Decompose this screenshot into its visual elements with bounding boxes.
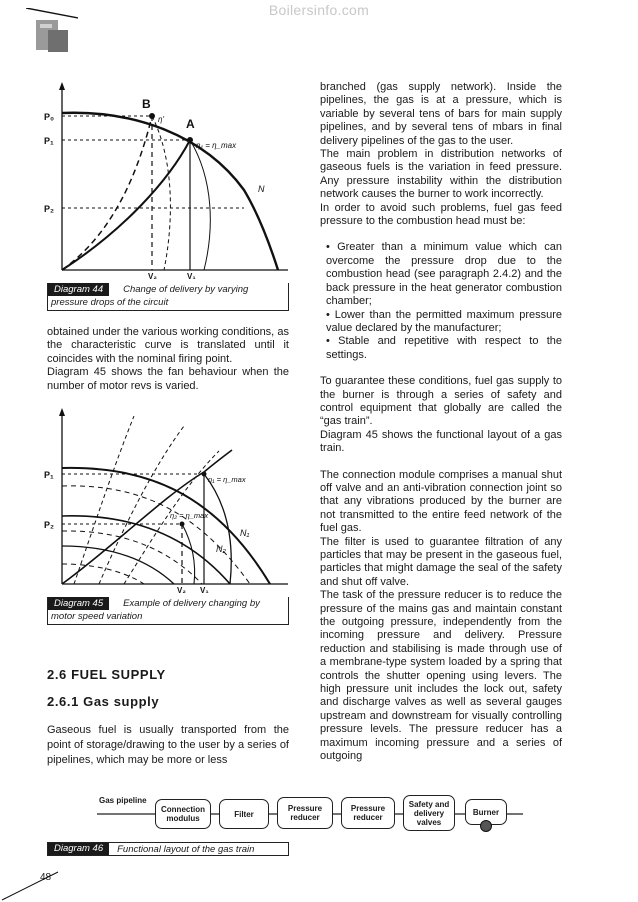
pressure-reducer-2-box: Pressure reducer [341, 797, 395, 829]
right-paragraph-3: In order to avoid such problems, fuel gas feed pressure to the combustion head must be: [320, 201, 562, 228]
n2-label: N₂ [216, 544, 226, 554]
right-paragraph-5: Diagram 45 shows the functional layout of a gas train. [320, 428, 562, 455]
right-bullet-1: • Greater than a minimum value which can overcome the pressure drop due to the combustion head (see paragraph 2.4.2) and the back pressure in the heat generator combustion chamber; [326, 241, 562, 308]
v1-label-45: V₁ [200, 586, 209, 594]
point-a-marker [187, 137, 193, 143]
eta2-label: η₂ = η_max [170, 511, 209, 520]
n-label: N [258, 184, 265, 194]
right-column-text [320, 81, 562, 764]
connection-modulus-box: Connection modulus [155, 799, 211, 829]
section-body-text: Gaseous fuel is usually transported from the point of storage/drawing to the user by a series of pipelines, which may be more or less [47, 724, 289, 766]
diagram-44-caption-a: Change of delivery by varying [123, 284, 249, 295]
p1-label: P₁ [44, 136, 54, 146]
safety-valves-box: Safety and delivery valves [403, 795, 455, 831]
pressure-reducer-1-box: Pressure reducer [277, 797, 333, 829]
diagram-46-label: Diagram 46 [48, 843, 109, 855]
p0-label: P₀ [44, 112, 55, 122]
diagram-44-caption [47, 283, 289, 311]
v2-label-45: V₂ [177, 586, 186, 594]
right-paragraph-1: branched (gas supply network). Inside the pipelines, the gas is at a pressure, which is variable by several tens of bars for main supply pipelines, and by several tens of mbars in final delivery pipelines of the gas to the user. [320, 81, 562, 147]
point-b-marker [149, 113, 155, 119]
diagram-44-caption-b: pressure drops of the circuit [51, 297, 169, 308]
fan-curve-n2 [62, 516, 230, 584]
section-body [47, 723, 289, 768]
p1-label-45: P₁ [44, 470, 54, 480]
v2-label: V₂ [148, 272, 157, 280]
point-b-label: B [142, 97, 151, 111]
left-column-text [47, 326, 289, 393]
diagram-45-label: Diagram 45 [48, 597, 109, 610]
gas-pipeline-label: Gas pipeline [99, 796, 147, 805]
right-paragraph-4: To guarantee these conditions, fuel gas supply to the burner is through a series of safety and control equipment that globally are called the “gas train”. [320, 375, 562, 428]
left-paragraph-2: Diagram 45 shows the fan behaviour when the number of motor revs is varied. [47, 366, 289, 392]
eta1-label: η₁ = η_max [208, 475, 246, 484]
p2-label-45: P₂ [44, 520, 55, 530]
diagram-45-caption-a: Example of delivery changing by [123, 598, 260, 609]
diagram-45-caption-b: motor speed variation [51, 611, 143, 622]
diagram-45-graph [44, 406, 290, 594]
v1-label: V₁ [187, 272, 196, 280]
publisher-logo [26, 8, 78, 58]
diagram-46-caption [47, 842, 289, 856]
right-paragraph-7: The filter is used to guarantee filtration of any particles that may be present in the gaseous fuel, particles that might damage the seal of the safety and shut off valve. [320, 535, 562, 588]
n1-label: N₁ [240, 528, 250, 538]
gas-train-diagram [95, 794, 525, 834]
eta-max-label: η₁ = η_max [196, 141, 237, 150]
burner-box: Burner [465, 799, 507, 825]
page-number: 48 [40, 872, 52, 883]
subsection-heading: 2.6.1 Gas supply [47, 694, 160, 709]
filter-box: Filter [219, 799, 269, 829]
diagram-45-caption [47, 597, 289, 625]
watermark: Boilersinfo.com [268, 2, 370, 18]
p2-label: P₂ [44, 204, 55, 214]
eta-prime-label: η' [158, 115, 164, 124]
diagram-44-label: Diagram 44 [48, 283, 109, 296]
right-paragraph-6: The connection module comprises a manual shut off valve and an anti-vibration connection joint so that any vibrations produced by the burner are not transmitted to the entire feed network of the fuel gas. [320, 468, 562, 535]
right-bullet-2: • Lower than the permitted maximum pressure value declared by the manufacturer; [326, 308, 562, 334]
right-bullet-3: • Stable and repetitive with respect to the settings. [326, 335, 562, 361]
section-heading: 2.6 FUEL SUPPLY [47, 667, 166, 682]
diagram-44-graph [44, 80, 290, 280]
right-paragraph-8: The task of the pressure reducer is to reduce the pressure of the mains gas and maintain constant the outgoing pressure, independently from the incoming pressure and delivery. Pressure reduction and stabilising is made through use of a membrane-type system loaded by a spring that controls the shutter opening using levers. The high pressure unit includes the lock out, safety and discharge valves as well as several gauges upstream and downstream for visually controlling pressure levels. The pressure reducer has a maximum incoming pressure and a series of outgoing [320, 589, 562, 763]
right-paragraph-2: The main problem in distribution networks of gaseous fuels is the variation in feed pressure. Any pressure instability within the distribution network causes the burner to work incorrectly. [320, 148, 562, 201]
burner-icon [480, 820, 492, 832]
left-paragraph-1: obtained under the various working conditions, as the characteristic curve is translated until it coincides with the nominal firing point. [47, 326, 289, 365]
diagram-46-caption-text: Functional layout of the gas train [117, 843, 255, 855]
point-a-label: A [186, 117, 195, 131]
circuit-curve-b [62, 116, 152, 270]
